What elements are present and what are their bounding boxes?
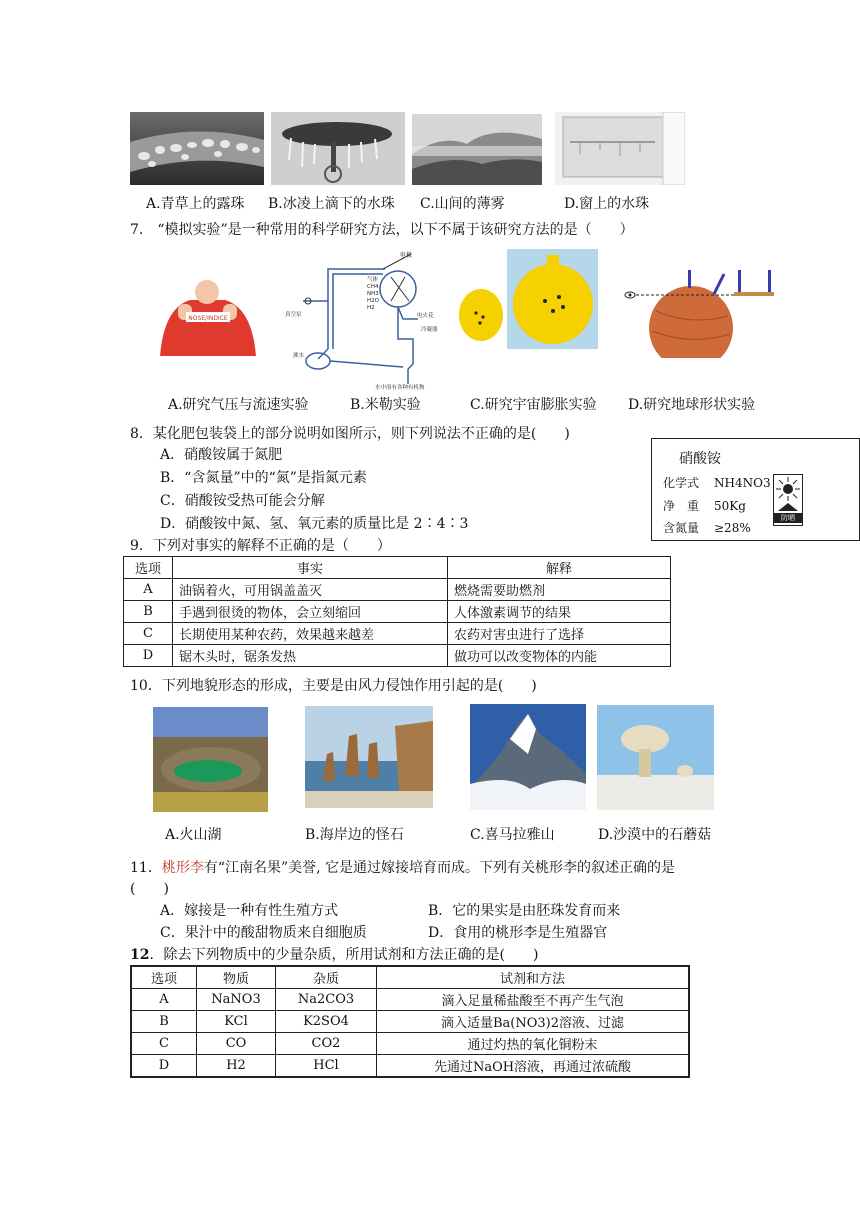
label-h2o: H2O — [367, 298, 379, 304]
person-blowing-image — [150, 278, 265, 356]
question-9-table — [123, 556, 671, 667]
question-8-option-a: A．硝酸铵属于氮肥 — [160, 447, 283, 463]
table-cell: HCl — [276, 1055, 377, 1078]
miller-apparatus-diagram — [283, 249, 448, 394]
question-11-option-c: C．果汁中的酸甜物质来自细胞质 — [160, 925, 367, 941]
table-cell: Na2CO3 — [276, 989, 377, 1011]
table-cell: A — [124, 579, 173, 601]
fertilizer-weight-value: 50Kg — [714, 499, 746, 513]
table-cell: 油锅着火，可用锅盖盖灭 — [173, 579, 448, 601]
table-cell: 人体激素调节的结果 — [448, 601, 671, 623]
large-balloon-image — [507, 249, 598, 349]
table-cell: 手遇到很烫的物体，会立刻缩回 — [173, 601, 448, 623]
question-11-number: 11． — [130, 860, 162, 876]
question-8-option-b: B．“含氮量”中的“氮”是指氮元素 — [160, 470, 367, 486]
table-row — [131, 1011, 689, 1033]
sun-icon — [774, 475, 802, 513]
label-gas: 气体 — [367, 277, 379, 283]
table-header-cell: 选项 — [131, 966, 197, 989]
caption-q7-d: D.研究地球形状实验 — [628, 397, 756, 413]
question-11-option-d: D．食用的桃形李是生殖器官 — [428, 925, 608, 941]
small-balloon-image — [456, 277, 506, 350]
caption-q6-d: D.窗上的水珠 — [564, 196, 650, 212]
caption-q7-a: A.研究气压与流速实验 — [168, 397, 309, 413]
table-cell: 滴入足量稀盐酸至不再产生气泡 — [377, 989, 690, 1011]
table-cell: 燃烧需要助燃剂 — [448, 579, 671, 601]
earth-ships-svg — [616, 266, 778, 358]
table-cell: B — [131, 1011, 197, 1033]
photo-balloon-large — [507, 249, 598, 349]
table-header-cell: 解释 — [448, 557, 671, 579]
photo-coastal-rocks — [305, 706, 433, 808]
table-cell: C — [124, 623, 173, 645]
sun-protect-icon — [773, 474, 803, 526]
table-header-cell: 杂质 — [276, 966, 377, 989]
coastal-rocks-image — [305, 706, 433, 808]
table-cell: KCl — [197, 1011, 276, 1033]
shirt-text: NOSE/INDICE — [188, 315, 228, 322]
table-cell: H2 — [197, 1055, 276, 1078]
caption-q10-c: C.喜马拉雅山 — [470, 827, 555, 843]
table-cell: K2SO4 — [276, 1011, 377, 1033]
fertilizer-nitrogen-value: ≥28% — [714, 521, 751, 535]
fertilizer-formula-key: 化学式 — [663, 476, 700, 490]
table-row — [124, 579, 671, 601]
table-cell: 通过灼热的氧化铜粉末 — [377, 1033, 690, 1055]
caption-q10-b: B.海岸边的怪石 — [305, 827, 404, 843]
table-row — [124, 601, 671, 623]
table-cell: D — [131, 1055, 197, 1078]
photo-icicles — [271, 112, 405, 185]
label-vacuum-pump: 真空泵 — [285, 312, 302, 318]
table-cell: 农药对害虫进行了选择 — [448, 623, 671, 645]
label-nh3: NH3 — [367, 291, 379, 297]
question-11-stem — [130, 859, 675, 877]
caption-q7-c: C.研究宇宙膨胀实验 — [470, 397, 597, 413]
table-cell: C — [131, 1033, 197, 1055]
question-7-stem: 7. “模拟实验”是一种常用的科学研究方法，以下不属于该研究方法的是（ ） — [130, 222, 634, 238]
sun-protect-icon-text: 防晒 — [774, 513, 802, 523]
table-header-row — [131, 966, 689, 989]
table-cell: 做功可以改变物体的内能 — [448, 645, 671, 667]
label-condenser: 冷凝器 — [421, 327, 438, 333]
fertilizer-nitrogen-key: 含氮量 — [663, 521, 700, 535]
label-organic: 水中溶有各种有机物 — [375, 385, 425, 391]
window-image — [555, 112, 685, 185]
question-12-number: 12 — [130, 947, 150, 963]
photo-balloon-small — [456, 277, 506, 350]
miller-apparatus-svg — [283, 249, 448, 394]
table-cell: NaNO3 — [197, 989, 276, 1011]
table-cell: 先通过NaOH溶液，再通过浓硫酸 — [377, 1055, 690, 1078]
label-spark: 电火花 — [417, 313, 434, 319]
table-header-cell: 物质 — [197, 966, 276, 989]
photo-mountain-mist — [412, 114, 542, 185]
caption-q10-d: D.沙漠中的石蘑菇 — [598, 827, 712, 843]
table-row — [131, 1055, 689, 1078]
photo-dew-on-grass — [130, 112, 264, 185]
label-boiling-water: 沸水 — [293, 353, 305, 359]
himalaya-image — [470, 704, 586, 810]
question-8-option-d: D．硝酸铵中氮、氢、氧元素的质量比是 2∶4∶3 — [160, 516, 469, 532]
caption-q7-b: B.米勒实验 — [350, 397, 421, 413]
table-row — [131, 989, 689, 1011]
photo-crater-lake — [153, 707, 268, 812]
table-cell: CO — [197, 1033, 276, 1055]
table-row — [124, 623, 671, 645]
photo-window-droplets — [555, 112, 685, 185]
icicles-image — [271, 112, 405, 185]
question-9-stem: 9．下列对事实的解释不正确的是（ ） — [130, 538, 391, 554]
mist-image — [412, 114, 542, 185]
question-11-option-b: B．它的果实是由胚珠发育而来 — [428, 903, 621, 919]
fertilizer-weight-key: 净 重 — [663, 499, 700, 513]
question-11-paren: ( ) — [130, 881, 169, 897]
question-12-table — [130, 965, 690, 1078]
label-h2: H2 — [367, 305, 375, 311]
caption-q6-b: B.冰凌上滴下的水珠 — [268, 196, 395, 212]
table-cell: CO2 — [276, 1033, 377, 1055]
photo-himalaya — [470, 704, 586, 810]
question-8-stem: 8．某化肥包装袋上的部分说明如图所示，则下列说法不正确的是( ) — [130, 426, 570, 442]
label-ch4: CH4 — [367, 284, 379, 290]
question-11-option-a: A．嫁接是一种有性生殖方式 — [160, 903, 339, 919]
fertilizer-formula-value: NH4NO3 — [714, 476, 771, 490]
fertilizer-label-title: 硝酸铵 — [679, 451, 721, 467]
question-8-option-c: C．硝酸铵受热可能会分解 — [160, 493, 325, 509]
caption-q6-c: C.山间的薄雾 — [420, 196, 505, 212]
question-10-stem: 10．下列地貌形态的形成，主要是由风力侵蚀作用引起的是( ) — [130, 678, 537, 694]
table-header-cell: 试剂和方法 — [377, 966, 690, 989]
question-12-stem-text: ．除去下列物质中的少量杂质，所用试剂和方法正确的是( ) — [149, 947, 539, 963]
table-header-cell: 事实 — [173, 557, 448, 579]
photo-mushroom-rock — [597, 705, 714, 810]
question-11-stem-text: 有“江南名果”美誉, 它是通过嫁接培育而成。下列有关桃形李的叙述正确的是 — [203, 860, 676, 876]
mushroom-rock-image — [597, 705, 714, 810]
table-header-cell: 选项 — [124, 557, 173, 579]
table-cell: 锯木头时，锯条发热 — [173, 645, 448, 667]
caption-q6-a: A.青草上的露珠 — [146, 196, 245, 212]
earth-shape-diagram — [616, 266, 778, 358]
table-header-row — [124, 557, 671, 579]
photo-pressure-experiment — [150, 278, 265, 356]
table-cell: 长期使用某种农药，效果越来越差 — [173, 623, 448, 645]
table-row — [131, 1033, 689, 1055]
table-cell: D — [124, 645, 173, 667]
table-cell: B — [124, 601, 173, 623]
label-electrode: 电极 — [400, 252, 413, 259]
question-12-stem — [130, 946, 538, 964]
dew-drops-image — [130, 112, 264, 185]
fertilizer-label — [651, 438, 860, 541]
question-11-highlight: 桃形李 — [161, 860, 204, 876]
caption-q10-a: A.火山湖 — [165, 827, 222, 843]
table-cell: A — [131, 989, 197, 1011]
table-row — [124, 645, 671, 667]
table-cell: 滴入适量Ba(NO3)2溶液、过滤 — [377, 1011, 690, 1033]
crater-lake-image — [153, 707, 268, 812]
